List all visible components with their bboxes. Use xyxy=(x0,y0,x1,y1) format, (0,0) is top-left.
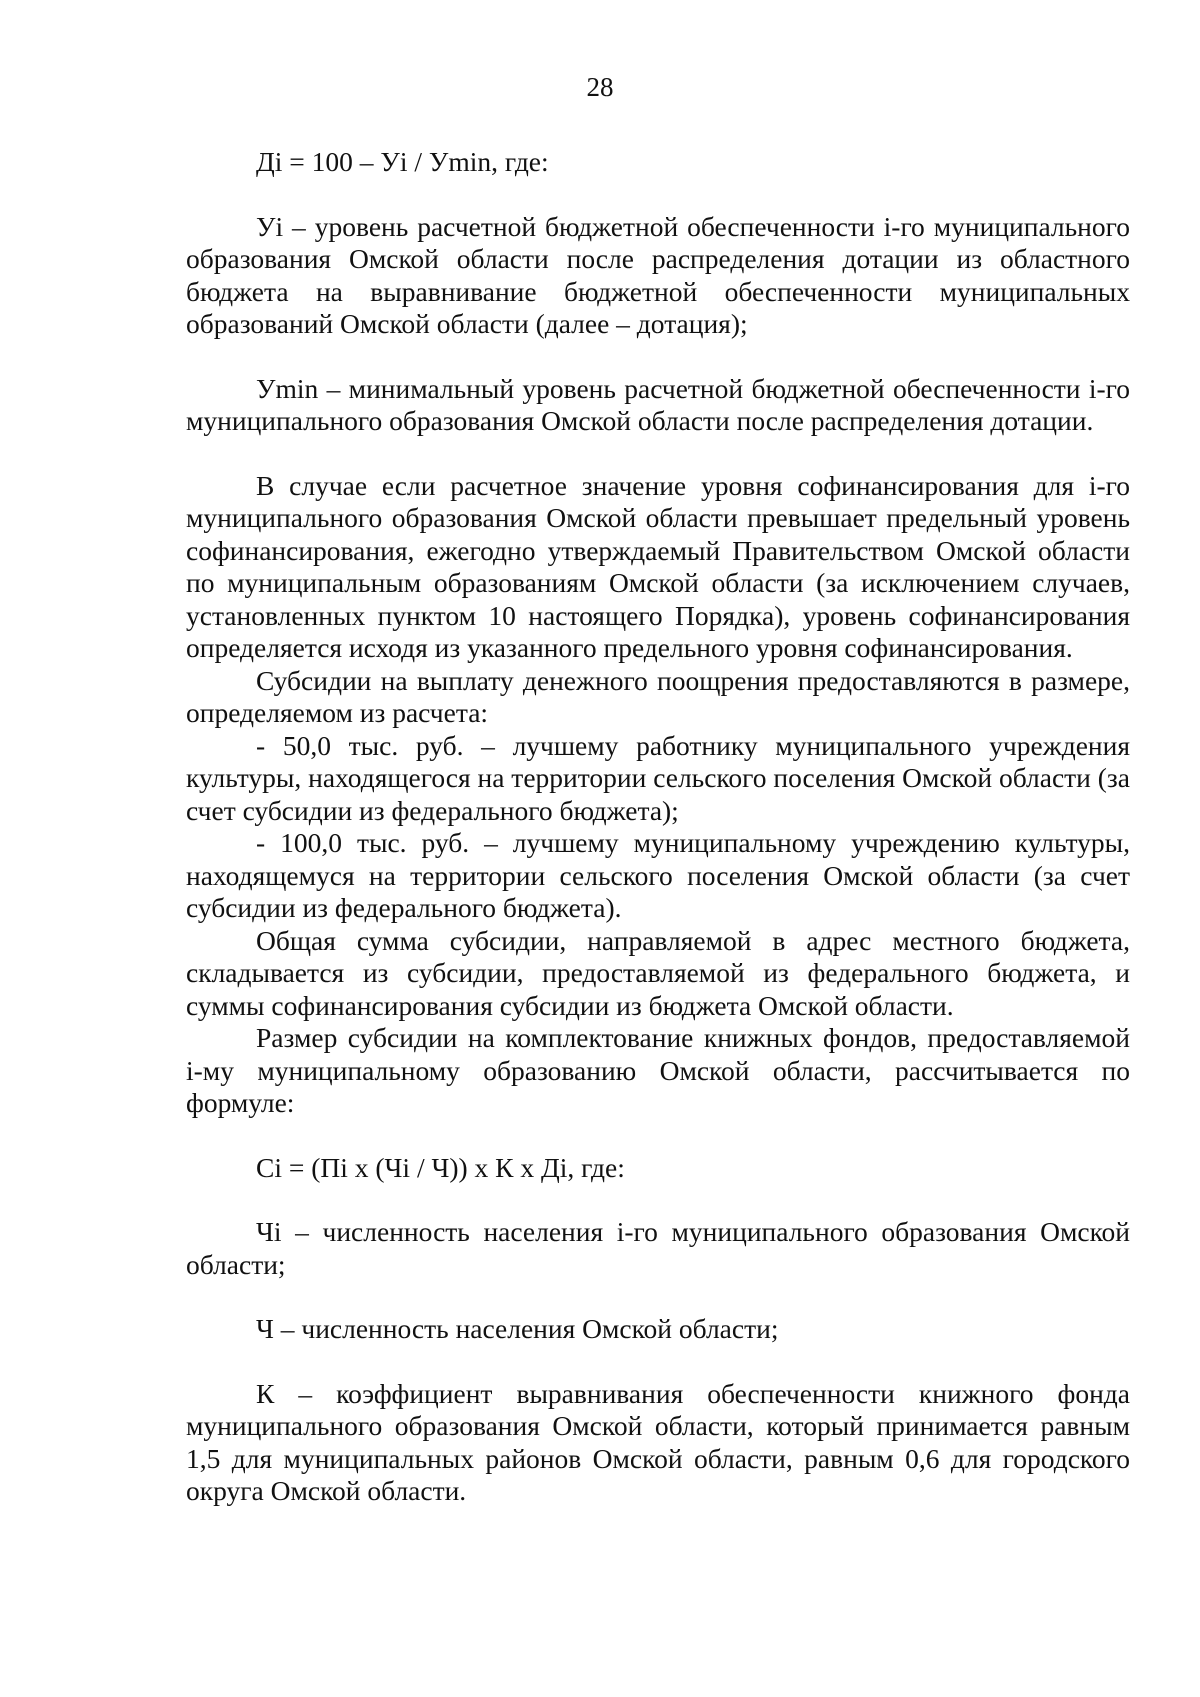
paragraph-total-subsidy: Общая сумма субсидии, направляемой в адрес местного бюджета, складывается из субсидии, предоставляемой из федерального бюджета, и суммы софинансирования субсидии из бюджета Омской области. xyxy=(186,924,1130,1021)
definition-ch: Ч – численность населения Омской области; xyxy=(256,1313,779,1344)
formula-di: Дi = 100 – Уi / Уmin, где: xyxy=(256,146,549,177)
page-number: 28 xyxy=(586,72,614,102)
definition-chi: Чi – численность населения i-го муниципального образования Омской области; xyxy=(186,1216,1130,1280)
definition-umin: Уmin – минимальный уровень расчетной бюджетной обеспеченности i-го муниципального образования Омской области после распределения дотации. xyxy=(186,372,1130,436)
list-item-best-worker: - 50,0 тыс. руб. – лучшему работнику муниципального учреждения культуры, находящегося на территории сельского поселения Омской области (за счет субсидии из федерального бюджета); xyxy=(186,729,1130,826)
list-item-best-institution: - 100,0 тыс. руб. – лучшему муниципальному учреждению культуры, находящемуся на территории сельского поселения Омской области (за счет субсидии из федерального бюджета). xyxy=(186,827,1130,923)
paragraph-book-funds: Размер субсидии на комплектование книжных фондов, предоставляемой i-му муниципальному образованию Омской области, рассчитывается по формуле: xyxy=(186,1022,1130,1118)
definition-k: К – коэффициент выравнивания обеспеченности книжного фонда муниципального образования Омской области, который принимается равным 1,5 для муниципальных районов Омской области, равным 0,6 для городского округа Омской области. xyxy=(186,1377,1130,1506)
formula-ci: Сi = (Пi х (Чi / Ч)) х К х Дi, где: xyxy=(256,1151,625,1183)
definition-ui: Уi – уровень расчетной бюджетной обеспеченности i-го муниципального образования Омской области после распределения дотации из областного бюджета на выравнивание бюджетной обеспеченности муниципальных образований Омской области (далее – дотация); xyxy=(186,210,1130,339)
document-body xyxy=(186,146,1130,1508)
paragraph-reward-subsidy: Субсидии на выплату денежного поощрения предоставляются в размере, определяемом из расчета: xyxy=(186,664,1130,728)
paragraph-cofinancing-limit: В случае если расчетное значение уровня софинансирования для i-го муниципального образования Омской области превышает предельный уровень софинансирования, ежегодно утверждаемый Правительством Омской области по муниципальным образованиям Омской области (за исключением случаев, установленных пунктом 10 настоящего Порядка), уровень софинансирования определяется исходя из указанного предельного уровня софинансирования. xyxy=(186,469,1130,663)
